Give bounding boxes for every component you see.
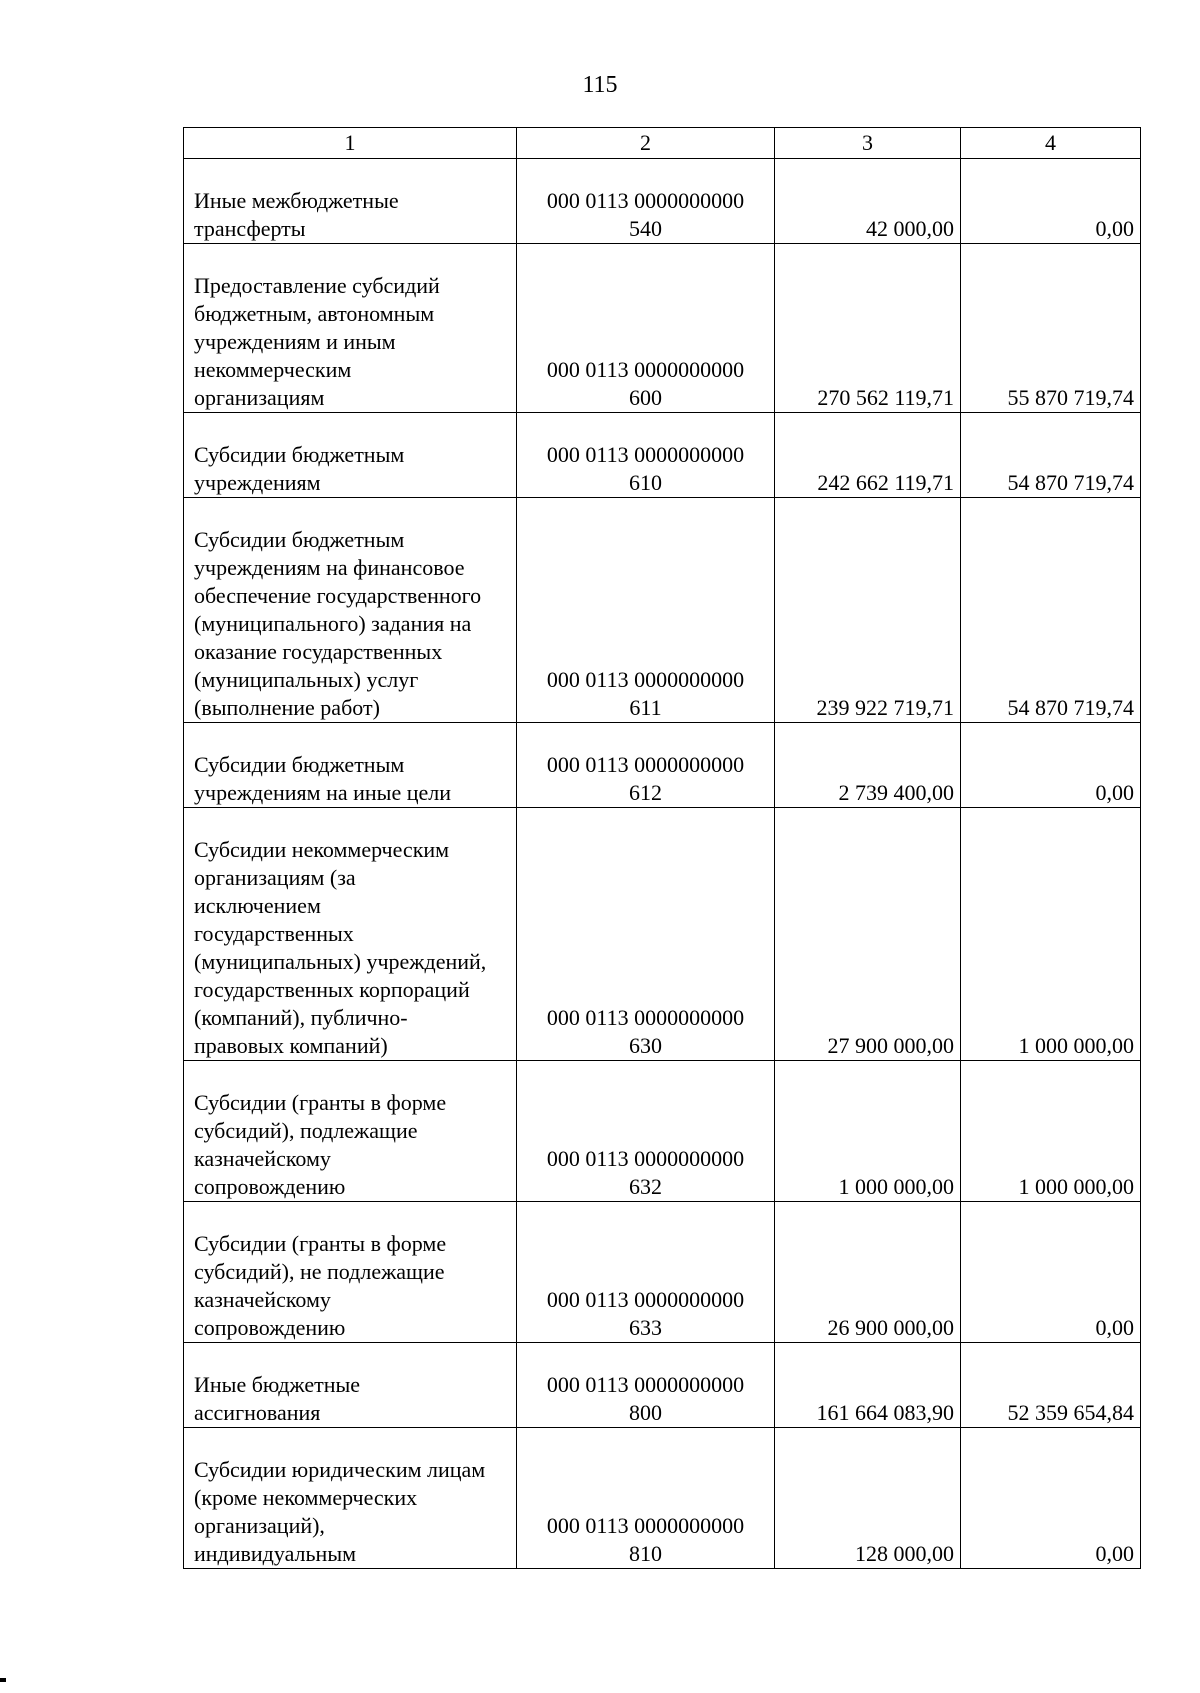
- row-executed: 54 870 719,74: [961, 498, 1141, 723]
- row-planned: 239 922 719,71: [775, 498, 961, 723]
- table-row: [184, 808, 1141, 1061]
- row-code: 000 0113 0000000000 612: [517, 723, 775, 808]
- row-executed: 54 870 719,74: [961, 413, 1141, 498]
- row-name: Субсидии юридическим лицам (кроме некоммерческих организаций), индивидуальным: [184, 1428, 517, 1569]
- row-code: 000 0113 0000000000 600: [517, 244, 775, 413]
- row-planned: 42 000,00: [775, 159, 961, 244]
- row-planned: 26 900 000,00: [775, 1202, 961, 1343]
- row-planned: 27 900 000,00: [775, 808, 961, 1061]
- table-row: [184, 1428, 1141, 1569]
- row-executed: 0,00: [961, 723, 1141, 808]
- column-header-4: 4: [961, 128, 1141, 159]
- row-planned: 270 562 119,71: [775, 244, 961, 413]
- row-executed: 1 000 000,00: [961, 808, 1141, 1061]
- row-code: 000 0113 0000000000 611: [517, 498, 775, 723]
- budget-table: [183, 127, 1141, 1569]
- table-row: [184, 244, 1141, 413]
- row-name: Субсидии (гранты в форме субсидий), не подлежащие казначейскому сопровождению: [184, 1202, 517, 1343]
- row-code: 000 0113 0000000000 810: [517, 1428, 775, 1569]
- table-row: [184, 159, 1141, 244]
- row-name: Предоставление субсидий бюджетным, автономным учреждениям и иным некоммерческим организациям: [184, 244, 517, 413]
- column-header-1: 1: [184, 128, 517, 159]
- table-row: [184, 1061, 1141, 1202]
- row-planned: 242 662 119,71: [775, 413, 961, 498]
- row-executed: 0,00: [961, 1202, 1141, 1343]
- table-header-row: [184, 128, 1141, 159]
- row-code: 000 0113 0000000000 610: [517, 413, 775, 498]
- row-name: Иные бюджетные ассигнования: [184, 1343, 517, 1428]
- table-row: [184, 723, 1141, 808]
- table-row: [184, 498, 1141, 723]
- row-code: 000 0113 0000000000 633: [517, 1202, 775, 1343]
- row-code: 000 0113 0000000000 632: [517, 1061, 775, 1202]
- column-header-2: 2: [517, 128, 775, 159]
- table-row: [184, 1202, 1141, 1343]
- row-name: Иные межбюджетные трансферты: [184, 159, 517, 244]
- column-header-3: 3: [775, 128, 961, 159]
- row-planned: 1 000 000,00: [775, 1061, 961, 1202]
- row-code: 000 0113 0000000000 630: [517, 808, 775, 1061]
- row-code: 000 0113 0000000000 540: [517, 159, 775, 244]
- row-executed: 52 359 654,84: [961, 1343, 1141, 1428]
- row-name: Субсидии некоммерческим организациям (за исключением государственных (муниципальных) учреждений, государственных корпораций (компаний), публично- правовых компаний): [184, 808, 517, 1061]
- row-executed: 1 000 000,00: [961, 1061, 1141, 1202]
- row-name: Субсидии бюджетным учреждениям на финансовое обеспечение государственного (муниципального) задания на оказание государственных (муниципальных) услуг (выполнение работ): [184, 498, 517, 723]
- row-planned: 2 739 400,00: [775, 723, 961, 808]
- row-name: Субсидии (гранты в форме субсидий), подлежащие казначейскому сопровождению: [184, 1061, 517, 1202]
- row-name: Субсидии бюджетным учреждениям на иные цели: [184, 723, 517, 808]
- row-planned: 128 000,00: [775, 1428, 961, 1569]
- row-executed: 0,00: [961, 159, 1141, 244]
- table-row: [184, 413, 1141, 498]
- scan-edge-mark: [0, 1678, 6, 1682]
- row-name: Субсидии бюджетным учреждениям: [184, 413, 517, 498]
- row-executed: 55 870 719,74: [961, 244, 1141, 413]
- page-number: 115: [582, 72, 618, 98]
- row-planned: 161 664 083,90: [775, 1343, 961, 1428]
- row-code: 000 0113 0000000000 800: [517, 1343, 775, 1428]
- table-row: [184, 1343, 1141, 1428]
- row-executed: 0,00: [961, 1428, 1141, 1569]
